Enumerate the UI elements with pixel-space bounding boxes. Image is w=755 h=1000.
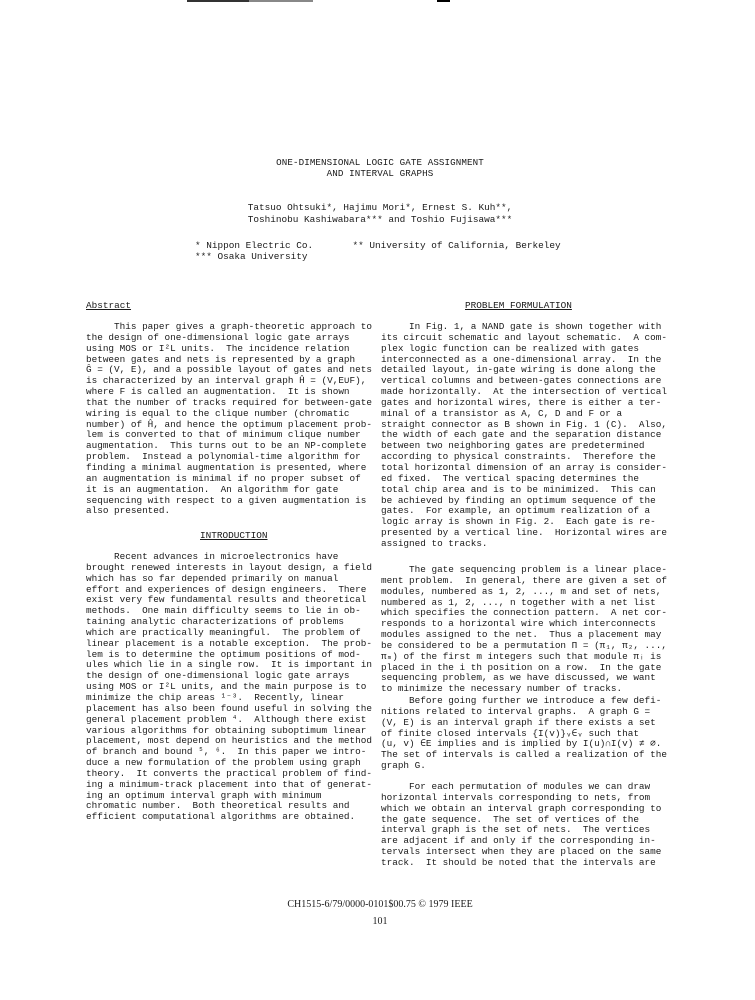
affiliation-line: * Nippon Electric Co. ** University of California, Berkeley <box>195 240 561 251</box>
text-line: The gate sequencing problem is a linear place- <box>381 564 667 575</box>
text-line: it is an augmentation. An algorithm for gate <box>86 483 339 495</box>
title-line: AND INTERVAL GRAPHS <box>326 168 434 179</box>
text-line: graph G. <box>381 760 426 772</box>
text-line: lem is converted to that of minimum clique number <box>86 429 361 441</box>
text-line: Ĝ = (V, E), and a possible layout of gates and nets <box>86 364 372 376</box>
text-line: modules assigned to the net. Thus a placement may <box>381 629 662 641</box>
text-line: horizontal intervals corresponding to nets, from <box>381 791 651 803</box>
problem-formulation-para-2 <box>381 565 677 695</box>
text-line: chromatic number. Both theoretical results and <box>86 800 350 812</box>
text-line: Before going further we introduce a few defi- <box>381 695 662 706</box>
page-number: 101 <box>372 916 388 927</box>
text-line: number) of Ĥ, and hence the optimum placement prob- <box>86 418 372 430</box>
text-line: be achieved by finding an optimum sequence of the <box>381 494 656 506</box>
text-line: minal of a transistor as A, C, D and F or a <box>381 407 623 419</box>
text-line: of finite closed intervals {I(v)}ᵥ∈ᵥ such that <box>381 727 639 739</box>
introduction-heading: INTRODUCTION <box>200 530 268 541</box>
text-line: gates and horizontal wires, there is either a ter- <box>381 396 662 408</box>
abstract-heading: Abstract <box>86 300 132 311</box>
text-line: detailed layout, in-gate wiring is done along the <box>381 364 656 376</box>
text-line: interval graph is the set of nets. The vertices <box>381 824 651 836</box>
text-line: interconnected as a one-dimensional array. In the <box>381 353 662 365</box>
text-line: that the number of tracks required for between-gate <box>86 396 372 408</box>
text-line: be considered to be a permutation Π = (π₁, π₂, ..., <box>381 639 667 651</box>
text-line: ed fixed. The vertical spacing determines the <box>381 472 639 484</box>
problem-formulation-para-1 <box>381 322 677 550</box>
text-line: numbered as 1, 2, ..., n together with a net list <box>381 596 656 608</box>
text-line: assigned to tracks. <box>381 537 488 549</box>
text-line: taining analytic characterizations of problems <box>86 616 344 628</box>
text-line: which has so far depended primarily on manual <box>86 572 339 584</box>
scan-mark <box>187 0 249 2</box>
text-line: where F is called an augmentation. It is shown <box>86 386 350 398</box>
text-line: which specifies the connection pattern. A net cor- <box>381 607 667 619</box>
title-line: ONE-DIMENSIONAL LOGIC GATE ASSIGNMENT <box>276 157 484 168</box>
text-line: an augmentation is minimal if no proper subset of <box>86 472 361 484</box>
text-line: the design of one-dimensional logic gate arrays <box>86 331 350 343</box>
text-line: tervals intersect when they are placed on the same <box>381 846 662 858</box>
text-line: brought renewed interests in layout design, a field <box>86 561 372 573</box>
abstract-body <box>86 322 382 517</box>
text-line: gates. For example, an optimum realization of a <box>381 505 651 517</box>
text-line: methods. One main difficulty seems to lie in ob- <box>86 605 361 617</box>
text-line: (V, E) is an interval graph if there exists a set <box>381 716 656 728</box>
text-line: made horizontally. At the intersection of vertical <box>381 386 667 398</box>
text-line: πₘ) of the first m integers such that module πᵢ is <box>381 650 662 662</box>
text-line: augmentation. This turns out to be an NP-complete <box>86 440 367 452</box>
text-line: lem is to determine the optimum positions of mod- <box>86 648 361 660</box>
problem-formulation-heading: PROBLEM FORMULATION <box>465 300 572 311</box>
text-line: between gates and nets is represented by a graph <box>86 353 356 365</box>
text-line: effort and experiences of design engineers. There <box>86 583 367 595</box>
text-line: wiring is equal to the clique number (chromatic <box>86 407 350 419</box>
text-line: This paper gives a graph-theoretic approach to <box>86 321 372 332</box>
text-line: modules, numbered as 1, 2, ..., m and set of nets, <box>381 585 662 597</box>
text-line: efficient computational algorithms are obtained. <box>86 811 356 823</box>
paper-title <box>180 157 580 179</box>
problem-formulation-para-4 <box>381 782 677 869</box>
text-line: straight connector as B shown in Fig. 1 (C). Also, <box>381 418 667 430</box>
text-line: to minimize the necessary number of tracks. <box>381 683 623 695</box>
text-line: which are practically meaningful. The problem of <box>86 626 361 638</box>
problem-formulation-para-3 <box>381 696 677 772</box>
text-line: also presented. <box>86 505 171 517</box>
text-line: sequencing problem, as we have discussed, we want <box>381 672 656 684</box>
author-list <box>180 202 580 226</box>
author-line: Toshinobu Kashiwabara*** and Toshio Fujisawa*** <box>247 214 513 225</box>
text-line: For each permutation of modules we can draw <box>381 781 651 792</box>
text-line: plex logic function can be realized with gates <box>381 342 639 354</box>
affiliation-line: *** Osaka University <box>195 251 308 262</box>
author-line: Tatsuo Ohtsuki*, Hajimu Mori*, Ernest S. Kuh**, <box>247 202 513 213</box>
text-line: total horizontal dimension of an array is consider- <box>381 461 667 473</box>
text-line: which we obtain an interval graph corresponding to <box>381 802 662 814</box>
scan-mark <box>437 0 450 2</box>
text-line: placement has also been found useful in solving the <box>86 702 372 714</box>
text-line: between two neighboring gates are predetermined <box>381 440 645 452</box>
text-line: total chip area and is to be minimized. This can <box>381 483 656 495</box>
copyright-line: CH1515-6/79/0000-0101$00.75 © 1979 IEEE <box>287 899 473 910</box>
text-line: nitions related to interval graphs. A graph G = <box>381 705 651 717</box>
text-line: duce a new formulation of the problem using graph <box>86 757 361 769</box>
text-line: placed in the i th position on a row. In the gate <box>381 661 662 673</box>
text-line: theory. It converts the practical problem of find- <box>86 767 372 779</box>
introduction-body <box>86 552 382 823</box>
text-line: The set of intervals is called a realization of the <box>381 749 667 761</box>
text-line: using MOS or I²L units, and the main purpose is to <box>86 681 367 693</box>
text-line: general placement problem ⁴. Although there exist <box>86 713 367 725</box>
text-line: problem. Instead a polynomial-time algorithm for <box>86 451 361 463</box>
text-line: presented by a vertical line. Horizontal wires are <box>381 527 667 539</box>
scan-mark <box>249 0 313 2</box>
text-line: Recent advances in microelectronics have <box>86 551 339 562</box>
text-line: is characterized by an interval graph Ĥ = (V,E∪F), <box>86 375 367 387</box>
text-line: are adjacent if and only if the corresponding in- <box>381 835 656 847</box>
text-line: its circuit schematic and layout schematic. A com- <box>381 331 667 343</box>
text-line: ment problem. In general, there are given a set of <box>381 574 667 586</box>
text-line: the width of each gate and the separation distance <box>381 429 662 441</box>
text-line: the gate sequence. The set of vertices of the <box>381 813 639 825</box>
text-line: finding a minimal augmentation is presented, where <box>86 461 367 473</box>
text-line: according to physical constraints. Therefore the <box>381 451 656 463</box>
text-line: minimize the chip areas ¹⁻³. Recently, linear <box>86 691 344 703</box>
text-line: sequencing with respect to a given augmentation is <box>86 494 367 506</box>
text-line: logic array is shown in Fig. 2. Each gate is re- <box>381 516 656 528</box>
text-line: the design of one-dimensional logic gate arrays <box>86 670 350 682</box>
text-line: responds to a horizontal wire which interconnects <box>381 618 656 630</box>
text-line: exist very few fundamental results and theoretical <box>86 594 367 606</box>
text-line: ules which lie in a single row. It is important in <box>86 659 372 671</box>
text-line: In Fig. 1, a NAND gate is shown together with <box>381 321 662 332</box>
text-line: of branch and bound ⁵, ⁶. In this paper we intro- <box>86 746 367 758</box>
text-line: linear placement is a notable exception. The prob- <box>86 637 372 649</box>
text-line: track. It should be noted that the intervals are <box>381 856 656 868</box>
text-line: vertical columns and between-gates connections are <box>381 375 662 387</box>
text-line: ing a minimum-track placement into that of generat- <box>86 778 372 790</box>
text-line: (u, v) ∈E implies and is implied by I(u)∩I(v) ≠ ∅. <box>381 738 662 750</box>
text-line: ing an optimum interval graph with minimum <box>86 789 322 801</box>
text-line: using MOS or I²L units. The incidence relation <box>86 342 350 354</box>
text-line: various algorithms for obtaining suboptimum linear <box>86 724 367 736</box>
text-line: placement, most depend on heuristics and the method <box>86 735 372 747</box>
affiliations <box>195 240 561 262</box>
